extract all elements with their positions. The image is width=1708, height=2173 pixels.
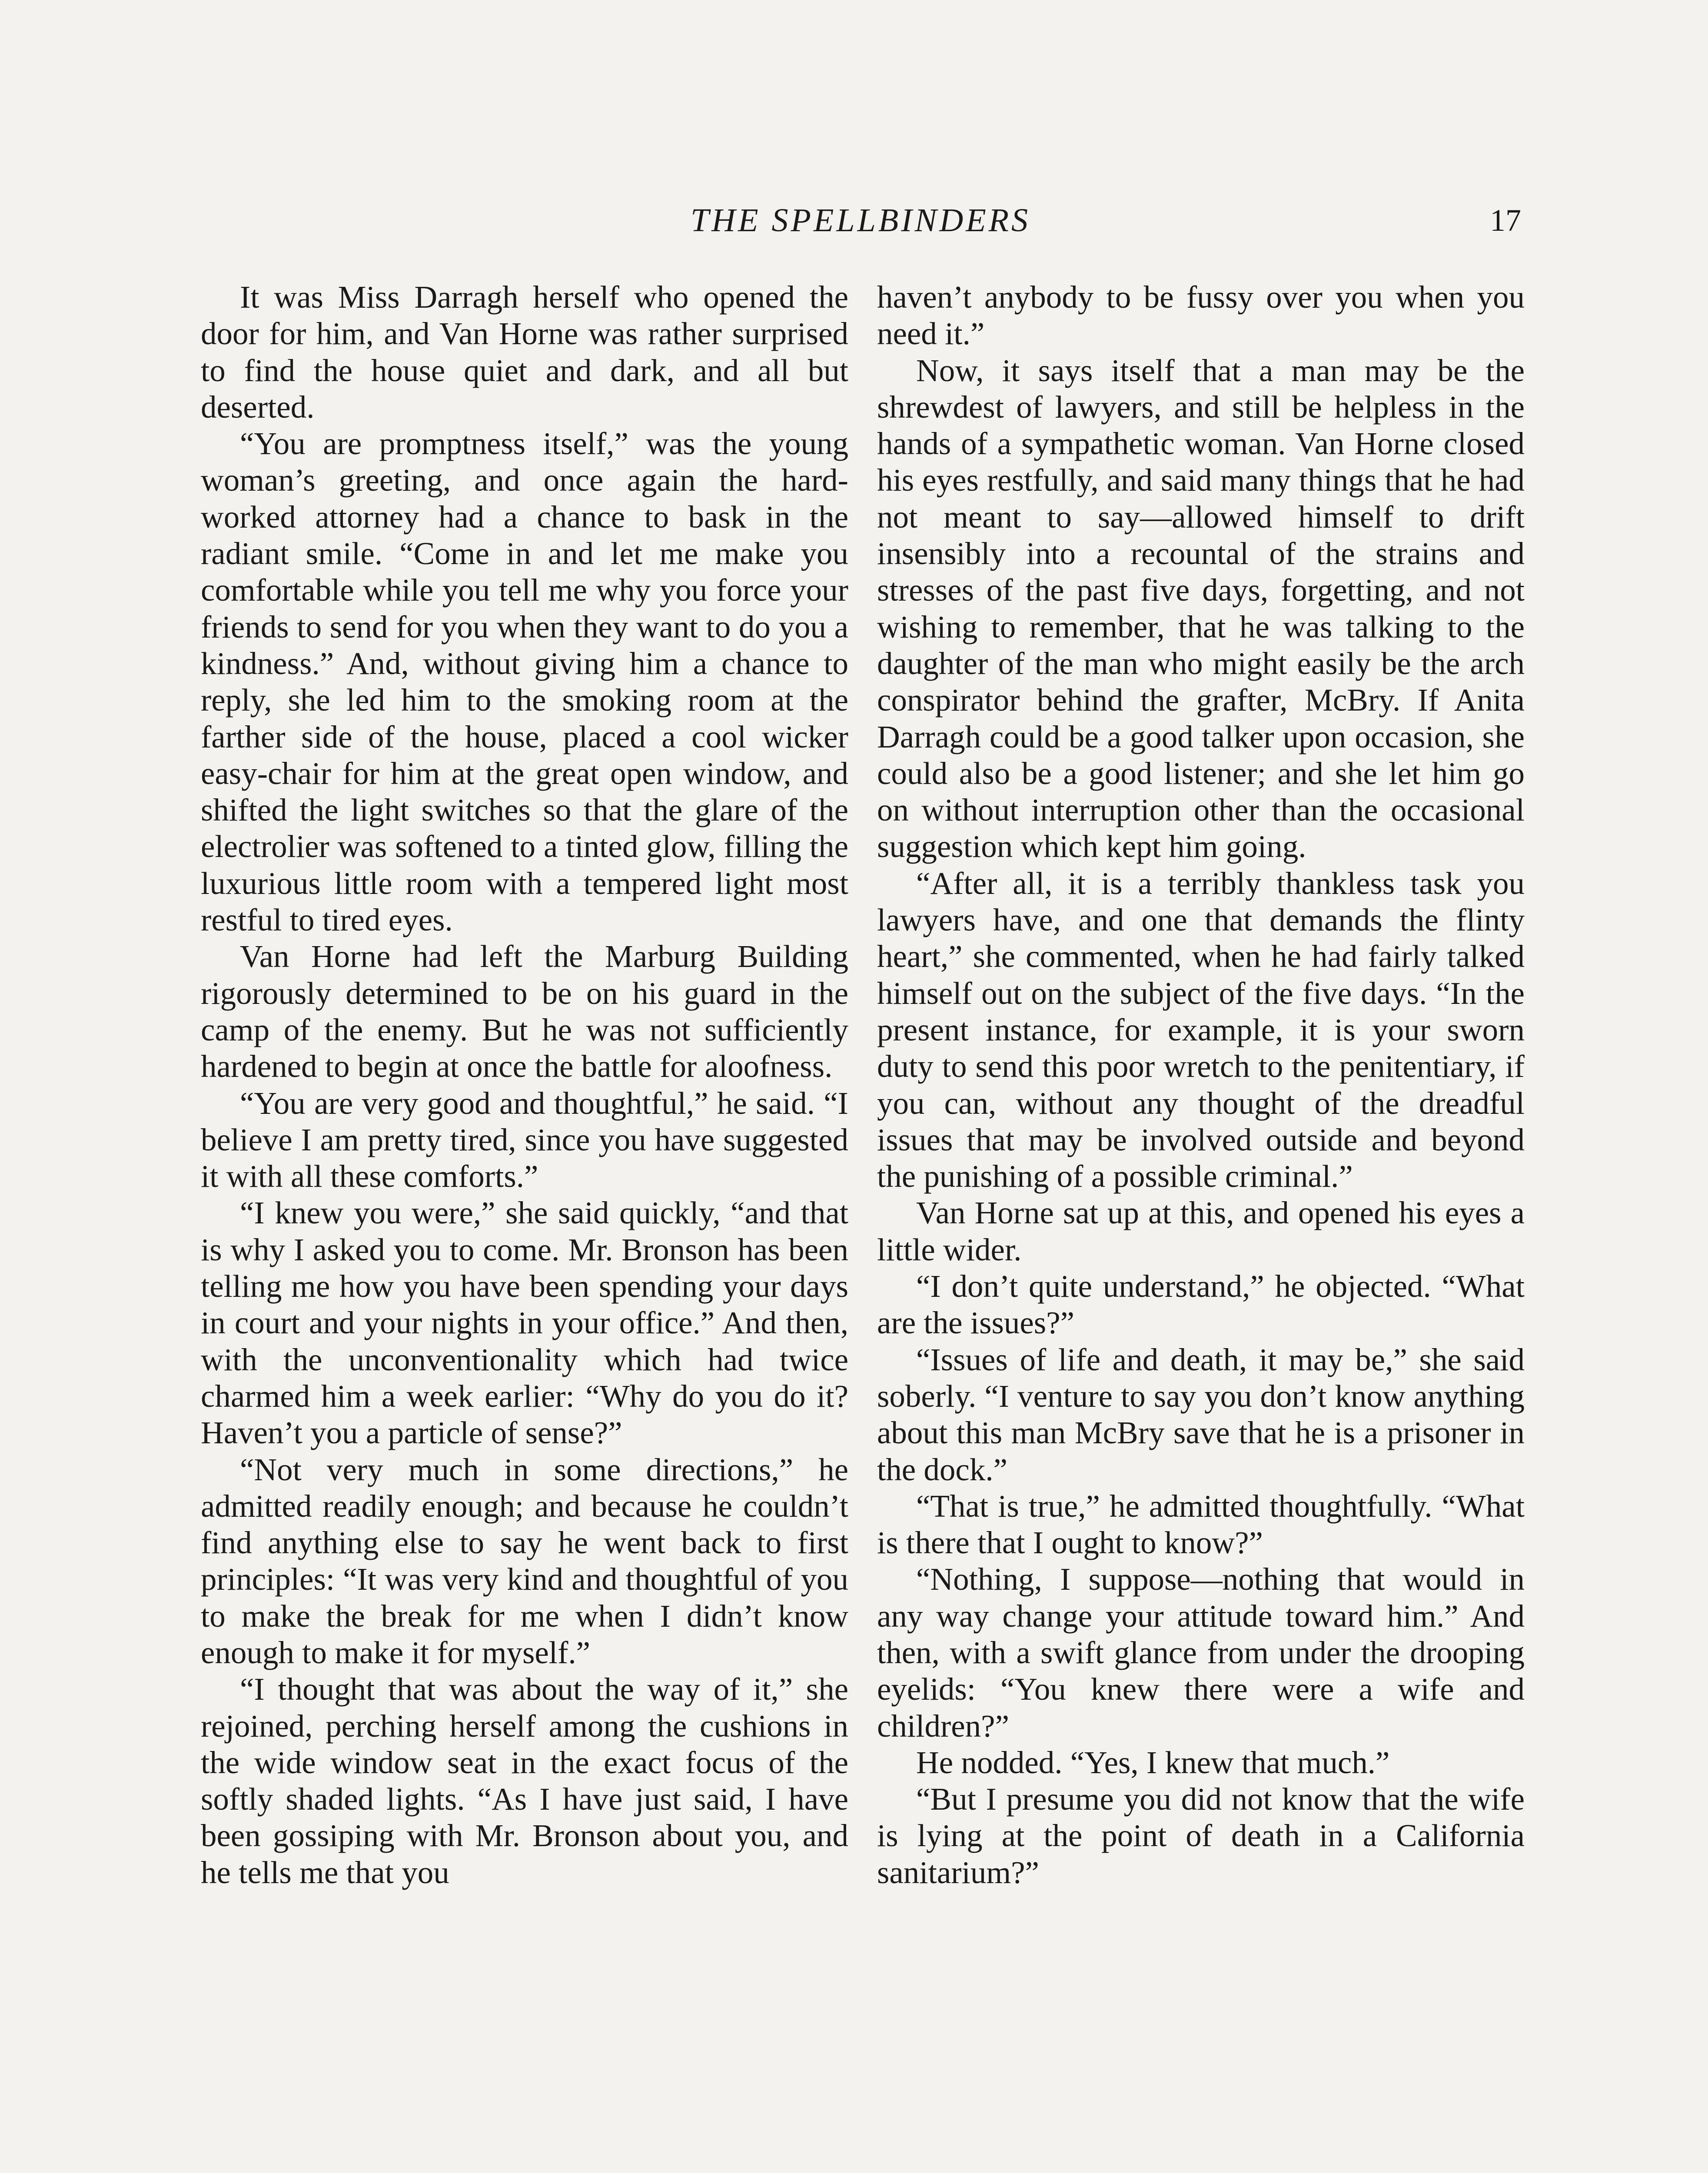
paragraph: “Not very much in some directions,” he admitted readily enough; and because he couldn’t find anything else to say he went back to first principles: “It was very kind and thoughtful of you to make the break for me when I didn’t know enough to make it for myself.” bbox=[201, 1452, 848, 1670]
paragraph: “But I presume you did not know that the wife is lying at the point of death in a California sanitarium?” bbox=[877, 1781, 1525, 1890]
paragraph: “I knew you were,” she said quickly, “and that is why I asked you to come. Mr. Bronson has been telling me how you have been spending your days in court and your nights in your office.” And then, with the unconventionality which had twice charmed him a week earlier: “Why do you do it? Haven’t you a particle of sense?” bbox=[201, 1195, 848, 1451]
right-column bbox=[877, 279, 1525, 1891]
paragraph: It was Miss Darragh herself who opened the door for him, and Van Horne was rather surprised to find the house quiet and dark, and all but deserted. bbox=[201, 279, 848, 425]
left-column bbox=[201, 279, 848, 1891]
paragraph: Now, it says itself that a man may be the shrewdest of lawyers, and still be helpless in the hands of a sympathetic woman. Van Horne closed his eyes restfully, and said many things that he had not meant to say—allowed himself to drift insensibly into a recountal of the strains and stresses of the past five days, forgetting, and not wishing to remember, that he was talking to the daughter of the man who might easily be the arch conspirator behind the grafter, McBry. If Anita Darragh could be a good talker upon occasion, she could also be a good listener; and she let him go on without interruption other than the occasional suggestion which kept him going. bbox=[877, 352, 1525, 864]
paragraph: “Nothing, I suppose—nothing that would in any way change your attitude toward him.” And then, with a swift glance from under the drooping eyelids: “You knew there were a wife and children?” bbox=[877, 1562, 1525, 1744]
running-title: THE SPELLBINDERS bbox=[690, 202, 1031, 239]
paragraph-continued: haven’t anybody to be fussy over you when you need it.” bbox=[877, 279, 1525, 352]
page-number: 17 bbox=[1490, 203, 1521, 238]
paragraph: “You are promptness itself,” was the young woman’s greeting, and once again the hard-worked attorney had a chance to bask in the radiant smile. “Come in and let me make you comfortable while you tell me why you force your friends to send for you when they want to do you a kindness.” And, without giving him a chance to reply, she led him to the smoking room at the farther side of the house, placed a cool wicker easy-chair for him at the great open window, and shifted the light switches so that the glare of the electrolier was softened to a tinted glow, filling the luxurious little room with a tempered light most restful to tired eyes. bbox=[201, 426, 848, 938]
paragraph: “I thought that was about the way of it,” she rejoined, perching herself among the cushions in the wide window seat in the exact focus of the softly shaded lights. “As I have just said, I have been gossiping with Mr. Bronson about you, and he tells me that you bbox=[201, 1671, 848, 1890]
paragraph: He nodded. “Yes, I knew that much.” bbox=[916, 1744, 1390, 1780]
page-header bbox=[0, 196, 1708, 244]
paragraph: “I don’t quite understand,” he objected. “What are the issues?” bbox=[877, 1269, 1525, 1341]
paragraph: Van Horne had left the Marburg Building rigorously determined to be on his guard in the camp of the enemy. But he was not sufficiently hardened to begin at once the battle for aloofness. bbox=[201, 939, 848, 1084]
paragraph: “Issues of life and death, it may be,” she said soberly. “I venture to say you don’t know anything about this man McBry save that he is a prisoner in the dock.” bbox=[877, 1342, 1525, 1487]
paragraph: “You are very good and thoughtful,” he said. “I believe I am pretty tired, since you have suggested it with all these comforts.” bbox=[201, 1085, 848, 1194]
paragraph: “That is true,” he admitted thoughtfully. “What is there that I ought to know?” bbox=[877, 1488, 1525, 1561]
paragraph: “After all, it is a terribly thankless task you lawyers have, and one that demands the flinty heart,” she commented, when he had fairly talked himself out on the subject of the five days. “In the present instance, for example, it is your sworn duty to send this poor wretch to the penitentiary, if you can, without any thought of the dreadful issues that may be involved outside and beyond the punishing of a possible criminal.” bbox=[877, 865, 1525, 1194]
paragraph: Van Horne sat up at this, and opened his eyes a little wider. bbox=[877, 1195, 1525, 1267]
